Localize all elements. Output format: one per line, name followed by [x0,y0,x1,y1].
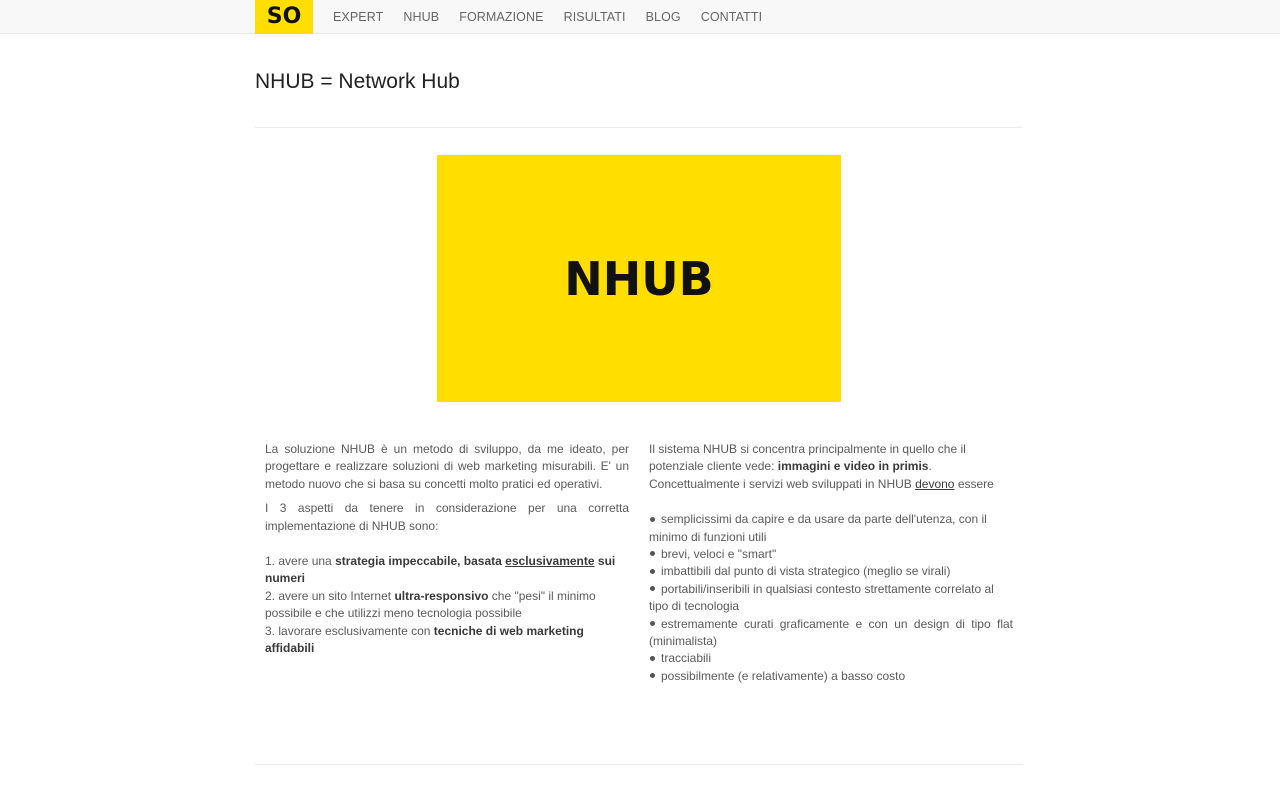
left-column [265,441,629,657]
nav-item-contatti[interactable]: CONTATTI [700,10,763,24]
title-divider [255,127,1023,128]
hero-text: NHUB [564,251,714,306]
left-aspects-paragraph: I 3 aspetti da tenere in considerazione per una corretta implementazione di NHUB sono: [265,501,629,533]
feature-bullet-4: portabili/inseribili in qualsiasi contesto strettamente correlato al tipo di tecnologia [649,581,994,614]
nav-item-risultati[interactable]: RISULTATI [563,10,626,24]
aspect-item-3: 3. lavorare esclusivamente con tecniche di web marketing affidabili [265,623,584,656]
right-intro-paragraph: Il sistema NHUB si concentra principalmente in quello che il potenziale cliente vede: immagini e video in primis. Concettualmente i servizi web sviluppati in NHUB devono essere [649,442,994,491]
bullet-icon [650,673,655,678]
nav-item-formazione[interactable]: FORMAZIONE [459,10,544,24]
bullet-icon [650,586,655,591]
feature-bullet-5: estremamente curati graficamente e con un design di tipo flat (minimalista) [649,616,1013,649]
main-nav [333,0,782,34]
bullet-icon [650,656,655,661]
feature-bullet-6: tracciabili [649,650,1013,667]
nav-item-nhub[interactable]: NHUB [403,10,440,24]
site-logo[interactable]: SO [255,0,313,34]
bullet-icon [650,621,655,626]
feature-bullet-3: imbattibili dal punto di vista strategico (meglio se virali) [649,563,1013,580]
page-title: NHUB = Network Hub [255,70,460,93]
footer-divider [255,764,1023,765]
bullet-icon [650,569,655,574]
left-intro-paragraph: La soluzione NHUB è un metodo di sviluppo, da me ideato, per progettare e realizzare soluzioni di web marketing misurabili. E' un metodo nuovo che si basa su concetti molto pratici ed operativi. [265,442,629,491]
nav-item-expert[interactable]: EXPERT [333,10,384,24]
nav-item-blog[interactable]: BLOG [645,10,681,24]
right-column [649,441,1013,685]
feature-bullet-1: semplicissimi da capire e da usare da parte dell'utenza, con il minimo di funzioni utili [649,512,987,544]
feature-bullet-7: possibilmente (e relativamente) a basso costo [649,668,1013,685]
feature-bullet-2: brevi, veloci e "smart" [649,546,1013,563]
bullet-icon [650,517,655,522]
aspect-item-1: 1. avere una strategia impeccabile, basata esclusivamente sui numeri [265,554,616,586]
aspect-item-2: 2. avere un sito Internet ultra-responsivo che "pesi" il minimo possibile e che utilizzi meno tecnologia possibile [265,588,596,621]
hero-banner [437,155,841,402]
bullet-icon [650,551,655,556]
top-navbar [0,0,1280,34]
